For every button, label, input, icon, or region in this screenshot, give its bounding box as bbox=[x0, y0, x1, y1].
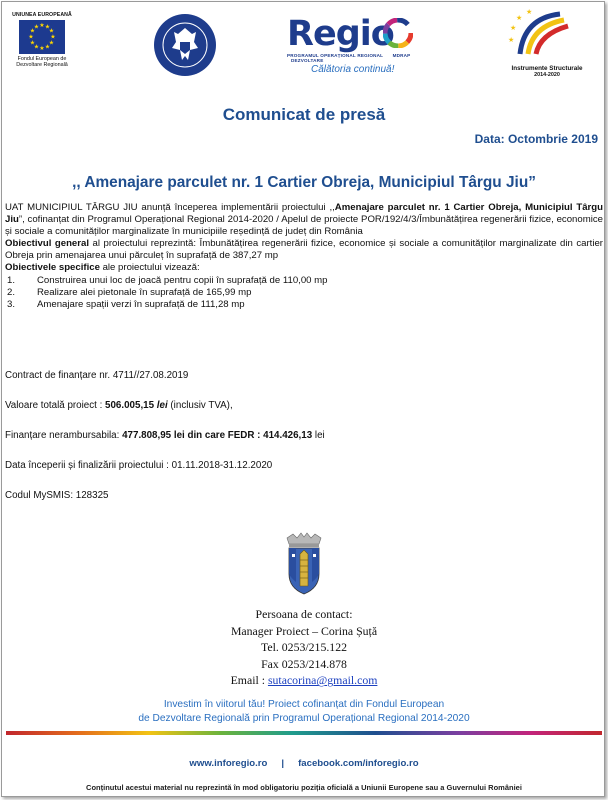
instrumente-structurale-logo bbox=[502, 8, 592, 84]
color-divider bbox=[6, 731, 602, 735]
svg-text:★: ★ bbox=[39, 23, 45, 29]
targu-jiu-coat-of-arms-icon bbox=[281, 532, 327, 598]
svg-text:★: ★ bbox=[508, 37, 515, 44]
svg-text:★: ★ bbox=[510, 25, 517, 32]
svg-text:★: ★ bbox=[33, 24, 40, 31]
list-item: 3. Amenajare spații verzi în suprafață de 111,28 mp bbox=[7, 298, 245, 310]
contact-name: Manager Proiect – Corina Șuță bbox=[230, 623, 378, 638]
is-caption: Instrumente Structurale bbox=[511, 65, 583, 72]
press-release-page bbox=[1, 1, 605, 797]
svg-text:★: ★ bbox=[44, 44, 51, 51]
contact-block bbox=[2, 606, 605, 689]
regio-logo bbox=[287, 16, 417, 76]
svg-text:★: ★ bbox=[29, 28, 36, 35]
grant-value: Finanțare nerambursabila: 477.808,95 lei din care FEDR : 414.426,13 lei bbox=[5, 430, 325, 441]
mysmis-code: Codul MySMIS: 128325 bbox=[5, 490, 109, 501]
facebook-link[interactable]: facebook.com/inforegio.ro bbox=[298, 758, 419, 769]
document-title: Comunicat de presă bbox=[222, 105, 386, 124]
investment-statement: Investim în viitorul tău! Proiect cofinanțat din Fondul European de Dezvoltare Regională prin Programul Operațional Regional 2014-2020 bbox=[138, 699, 470, 724]
specific-objectives-list bbox=[5, 275, 603, 311]
regio-subtitle: PROGRAMUL OPERAȚIONAL REGIONAL MDRAP DEZVOLTARE bbox=[287, 53, 411, 63]
regio-slogan: Călătoria continuă! bbox=[311, 64, 395, 75]
inforegio-link[interactable]: www.inforegio.ro bbox=[189, 758, 268, 769]
contract-number: Contract de finanțare nr. 4711//27.08.2019 bbox=[5, 370, 189, 381]
eu-logo bbox=[10, 12, 74, 69]
general-objective-paragraph: Obiectivul general al proiectului reprezintă: Îmbunătățirea regenerării fizice, economice și sociale a comunităților marginalizate din cartier Obreja prin amenajarea unui părculeț în suprafață de 387,27 mp bbox=[5, 238, 603, 262]
contact-tel: Tel. 0253/215.122 bbox=[260, 640, 347, 655]
specific-objectives-heading: Obiectivele specifice ale proiectului vizează: bbox=[5, 262, 200, 274]
svg-text:★: ★ bbox=[526, 9, 533, 16]
contact-email-row bbox=[2, 672, 605, 689]
logo-header bbox=[2, 2, 605, 92]
project-value: Valoare totală proiect : 506.005,15 lei (inclusiv TVA), bbox=[5, 400, 233, 411]
footer-links bbox=[2, 758, 605, 769]
project-dates: Data începerii și finalizării proiectului : 01.11.2018-31.12.2020 bbox=[5, 460, 273, 471]
intro-paragraph: UAT MUNICIPIUL TÂRGU JIU anunță începerea implementării proiectului ,,Amenajare parculet nr. 1 Cartier Obreja, Municipiul Târgu Jiu”, cofinanțat din Programul Operațional Regional 2014-2020 / Apelul de proiecte POR/192/4/3/Îmbunătățirea regenerării fizice, economice și sociale a comunităților marginalizate în municipiile reședință de județ din România bbox=[5, 202, 603, 238]
link-separator: | bbox=[281, 758, 285, 769]
svg-text:★: ★ bbox=[33, 44, 40, 51]
svg-text:★: ★ bbox=[50, 34, 56, 41]
contact-heading: Persoana de contact: bbox=[255, 607, 353, 621]
eu-flag-icon bbox=[19, 20, 65, 54]
regio-wordmark: Regio bbox=[287, 14, 394, 54]
eu-footer: Fondul European de Dezvoltare Regională bbox=[16, 56, 68, 69]
svg-text:★: ★ bbox=[48, 28, 55, 35]
body-text bbox=[5, 202, 603, 311]
project-title: ,, Amenajare parculet nr. 1 Cartier Obreja, Municipiul Târgu Jiu” bbox=[72, 174, 536, 191]
guvernul-romaniei-logo bbox=[152, 12, 218, 78]
svg-text:★: ★ bbox=[44, 24, 51, 31]
contact-fax: Fax 0253/214.878 bbox=[261, 656, 347, 671]
email-label: Email : bbox=[230, 673, 268, 688]
eu-caption: UNIUNEA EUROPEANĂ bbox=[12, 12, 72, 18]
svg-text:★: ★ bbox=[516, 15, 523, 22]
document-date: Data: Octombrie 2019 bbox=[474, 132, 598, 146]
list-item: 2. Realizare alei pietonale în suprafață de 165,99 mp bbox=[7, 286, 252, 298]
instrumente-structurale-emblem-icon bbox=[502, 8, 592, 60]
list-item: 1. Construirea unui loc de joacă pentru copii în suprafață de 110,00 mp bbox=[7, 274, 328, 286]
svg-text:★: ★ bbox=[29, 40, 36, 47]
svg-text:★: ★ bbox=[28, 34, 34, 41]
disclaimer: Conținutul acestui material nu reprezintă în mod obligatoriu poziția oficială a Uniunii Europene sau a Guvernului României bbox=[86, 783, 522, 792]
is-years: 2014-2020 bbox=[534, 72, 560, 78]
regio-color-wheel-icon bbox=[383, 18, 413, 48]
svg-text:★: ★ bbox=[48, 40, 55, 47]
svg-text:★: ★ bbox=[39, 46, 45, 52]
email-link[interactable]: sutacorina@gmail.com bbox=[267, 673, 378, 688]
